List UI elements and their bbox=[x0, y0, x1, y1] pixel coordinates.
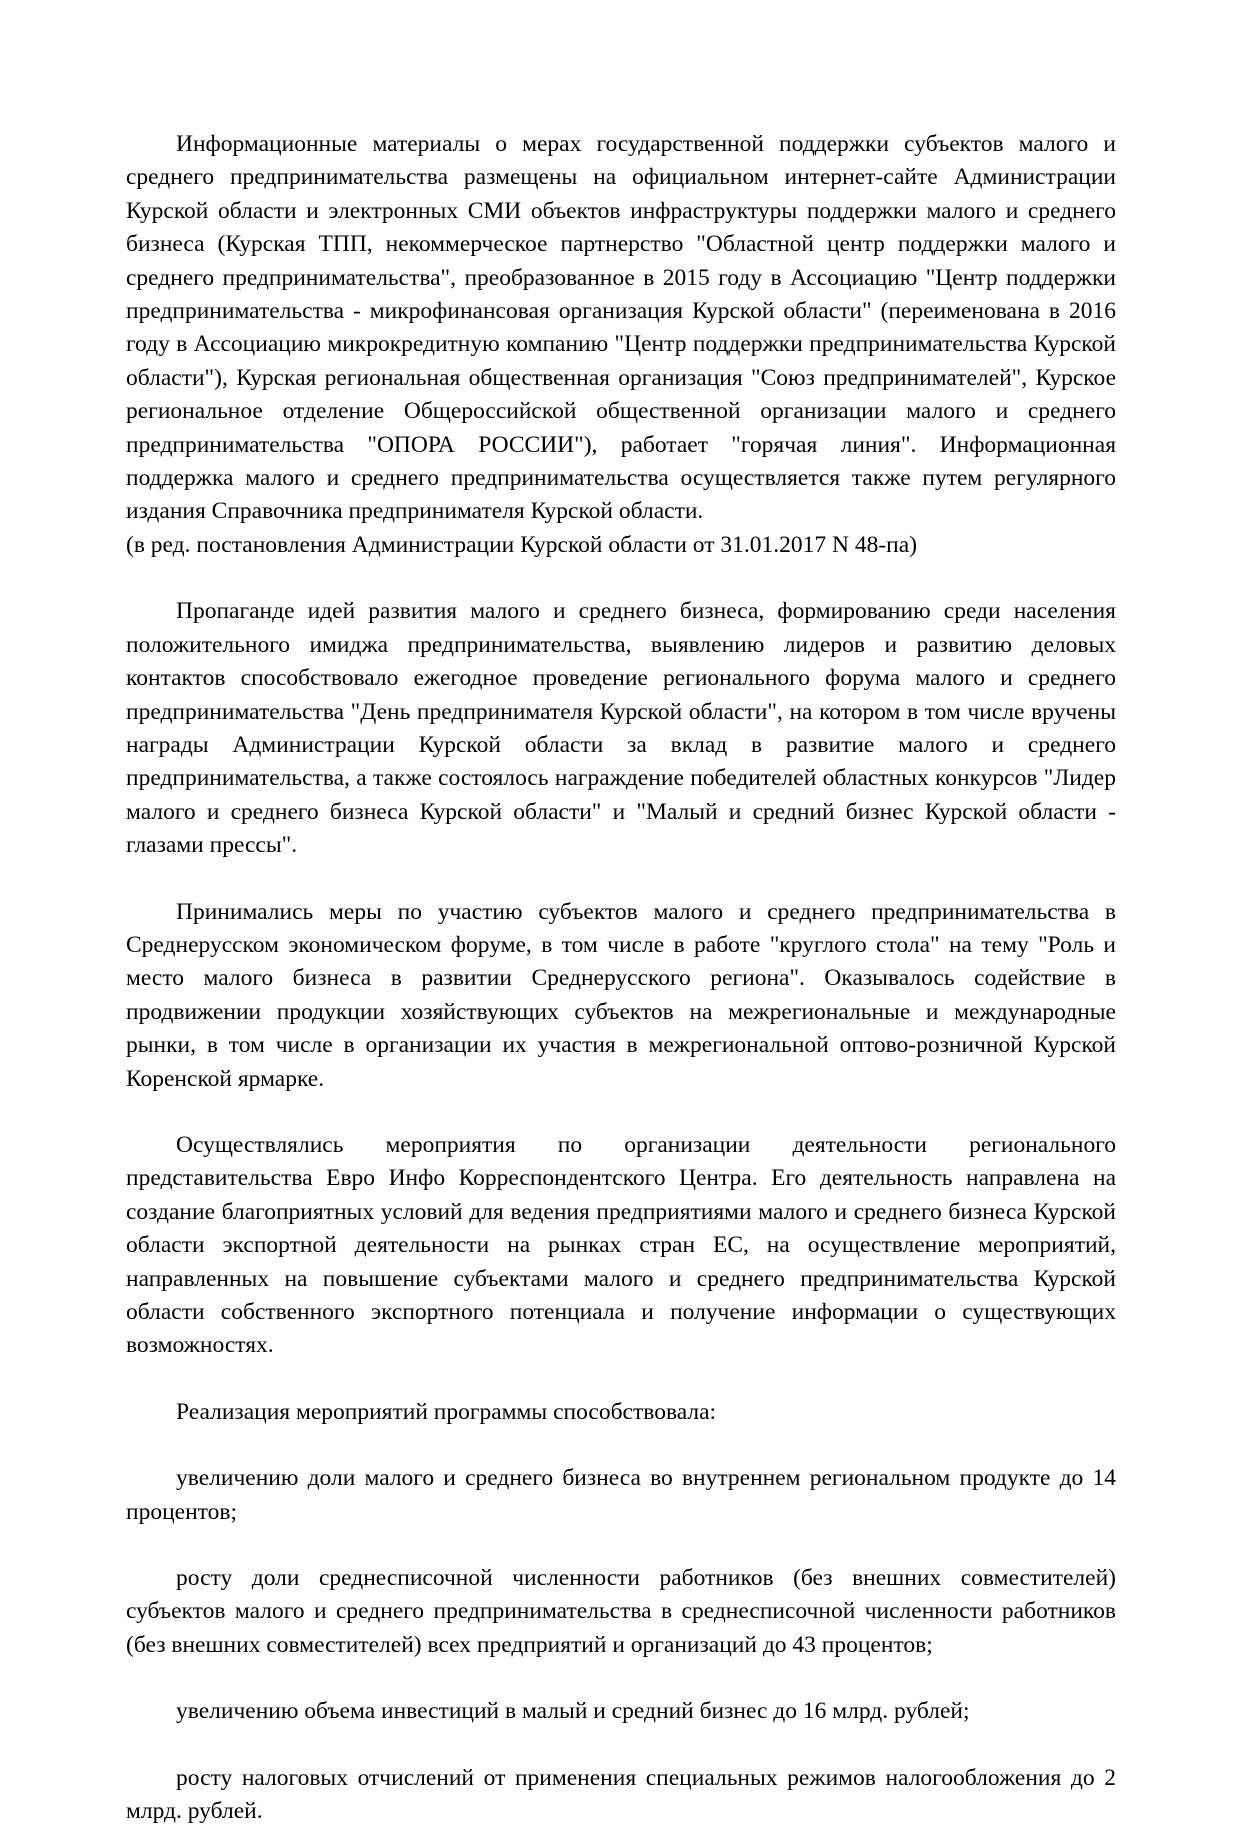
list-item-investment-volume: увеличению объема инвестиций в малый и средний бизнес до 16 млрд. рублей; bbox=[176, 1698, 970, 1725]
paragraph-information-materials: Информационные материалы о мерах государственной поддержки субъектов малого и среднего предпринимательства размещены на официальном интернет-сайте Администрации Курской области и электронных СМИ объектов инфраструктуры поддержки малого и среднего бизнеса (Курская ТПП, некоммерческое партнерство "Областной центр поддержки малого и среднего предпринимательства", преобразованное в 2015 году в Ассоциацию "Центр поддержки предпринимательства - микрофинансовая организация Курской области" (переименована в 2016 году в Ассоциацию микрокредитную компанию "Центр поддержки предпринимательства Курской области"), Курская региональная общественная организация "Союз предпринимателей", Курское региональное отделение Общероссийской общественной организации малого и среднего предпринимательства "ОПОРА РОССИИ"), работает "горячая линия". Информационная поддержка малого и среднего предпринимательства осуществляется также путем регулярного издания Справочника предпринимателя Курской области. bbox=[126, 131, 1116, 525]
paragraph-euro-info-centre: Осуществлялись мероприятия по организации деятельности регионального представительства Евро Инфо Корреспондентского Центра. Его деятельность направлена на создание благоприятных условий для ведения предприятиями малого и среднего бизнеса Курской области экспортной деятельности на рынках стран ЕС, на осуществление мероприятий, направленных на повышение субъектами малого и среднего предпринимательства Курской области собственного экспортного потенциала и получение информации о существующих возможностях. bbox=[126, 1131, 1116, 1359]
paragraph-promotion-of-ideas: Пропаганде идей развития малого и среднего бизнеса, формированию среди населения положительного имиджа предпринимательства, выявлению лидеров и развитию деловых контактов способствовало ежегодное проведение регионального форума малого и среднего предпринимательства "День предпринимателя Курской области", на котором в том числе вручены награды Администрации Курской области за вклад в развитие малого и среднего предпринимательства, а также состоялось награждение победителей областных конкурсов "Лидер малого и среднего бизнеса Курской области" и "Малый и средний бизнес Курской области - глазами прессы". bbox=[126, 598, 1116, 859]
list-item-tax-deductions: росту налоговых отчислений от применения специальных режимов налогообложения до 2 млрд. рублей. bbox=[126, 1764, 1116, 1825]
paragraph-revision-note: (в ред. постановления Администрации Курской области от 31.01.2017 N 48-па) bbox=[126, 531, 918, 558]
list-item-gross-regional-product-share: увеличению доли малого и среднего бизнеса во внутреннем региональном продукте до 14 процентов; bbox=[126, 1465, 1116, 1525]
paragraph-participation-measures: Принимались меры по участию субъектов малого и среднего предпринимательства в Среднерусском экономическом форуме, в том числе в работе "круглого стола" на тему "Роль и место малого бизнеса в развитии Среднерусского региона". Оказывалось содействие в продвижении продукции хозяйствующих субъектов на межрегиональные и международные рынки, в том числе в организации их участия в межрегиональной оптово-розничной Курской Коренской ярмарке. bbox=[126, 898, 1116, 1092]
paragraph-program-results-lead-in: Реализация мероприятий программы способствовала: bbox=[176, 1398, 717, 1425]
list-item-average-headcount-share: росту доли среднесписочной численности работников (без внешних совместителей) субъектов малого и среднего предпринимательства в среднесписочной численности работников (без внешних совместителей) всех предприятий и организаций до 43 процентов; bbox=[126, 1565, 1116, 1658]
document-body bbox=[126, 128, 1116, 1828]
